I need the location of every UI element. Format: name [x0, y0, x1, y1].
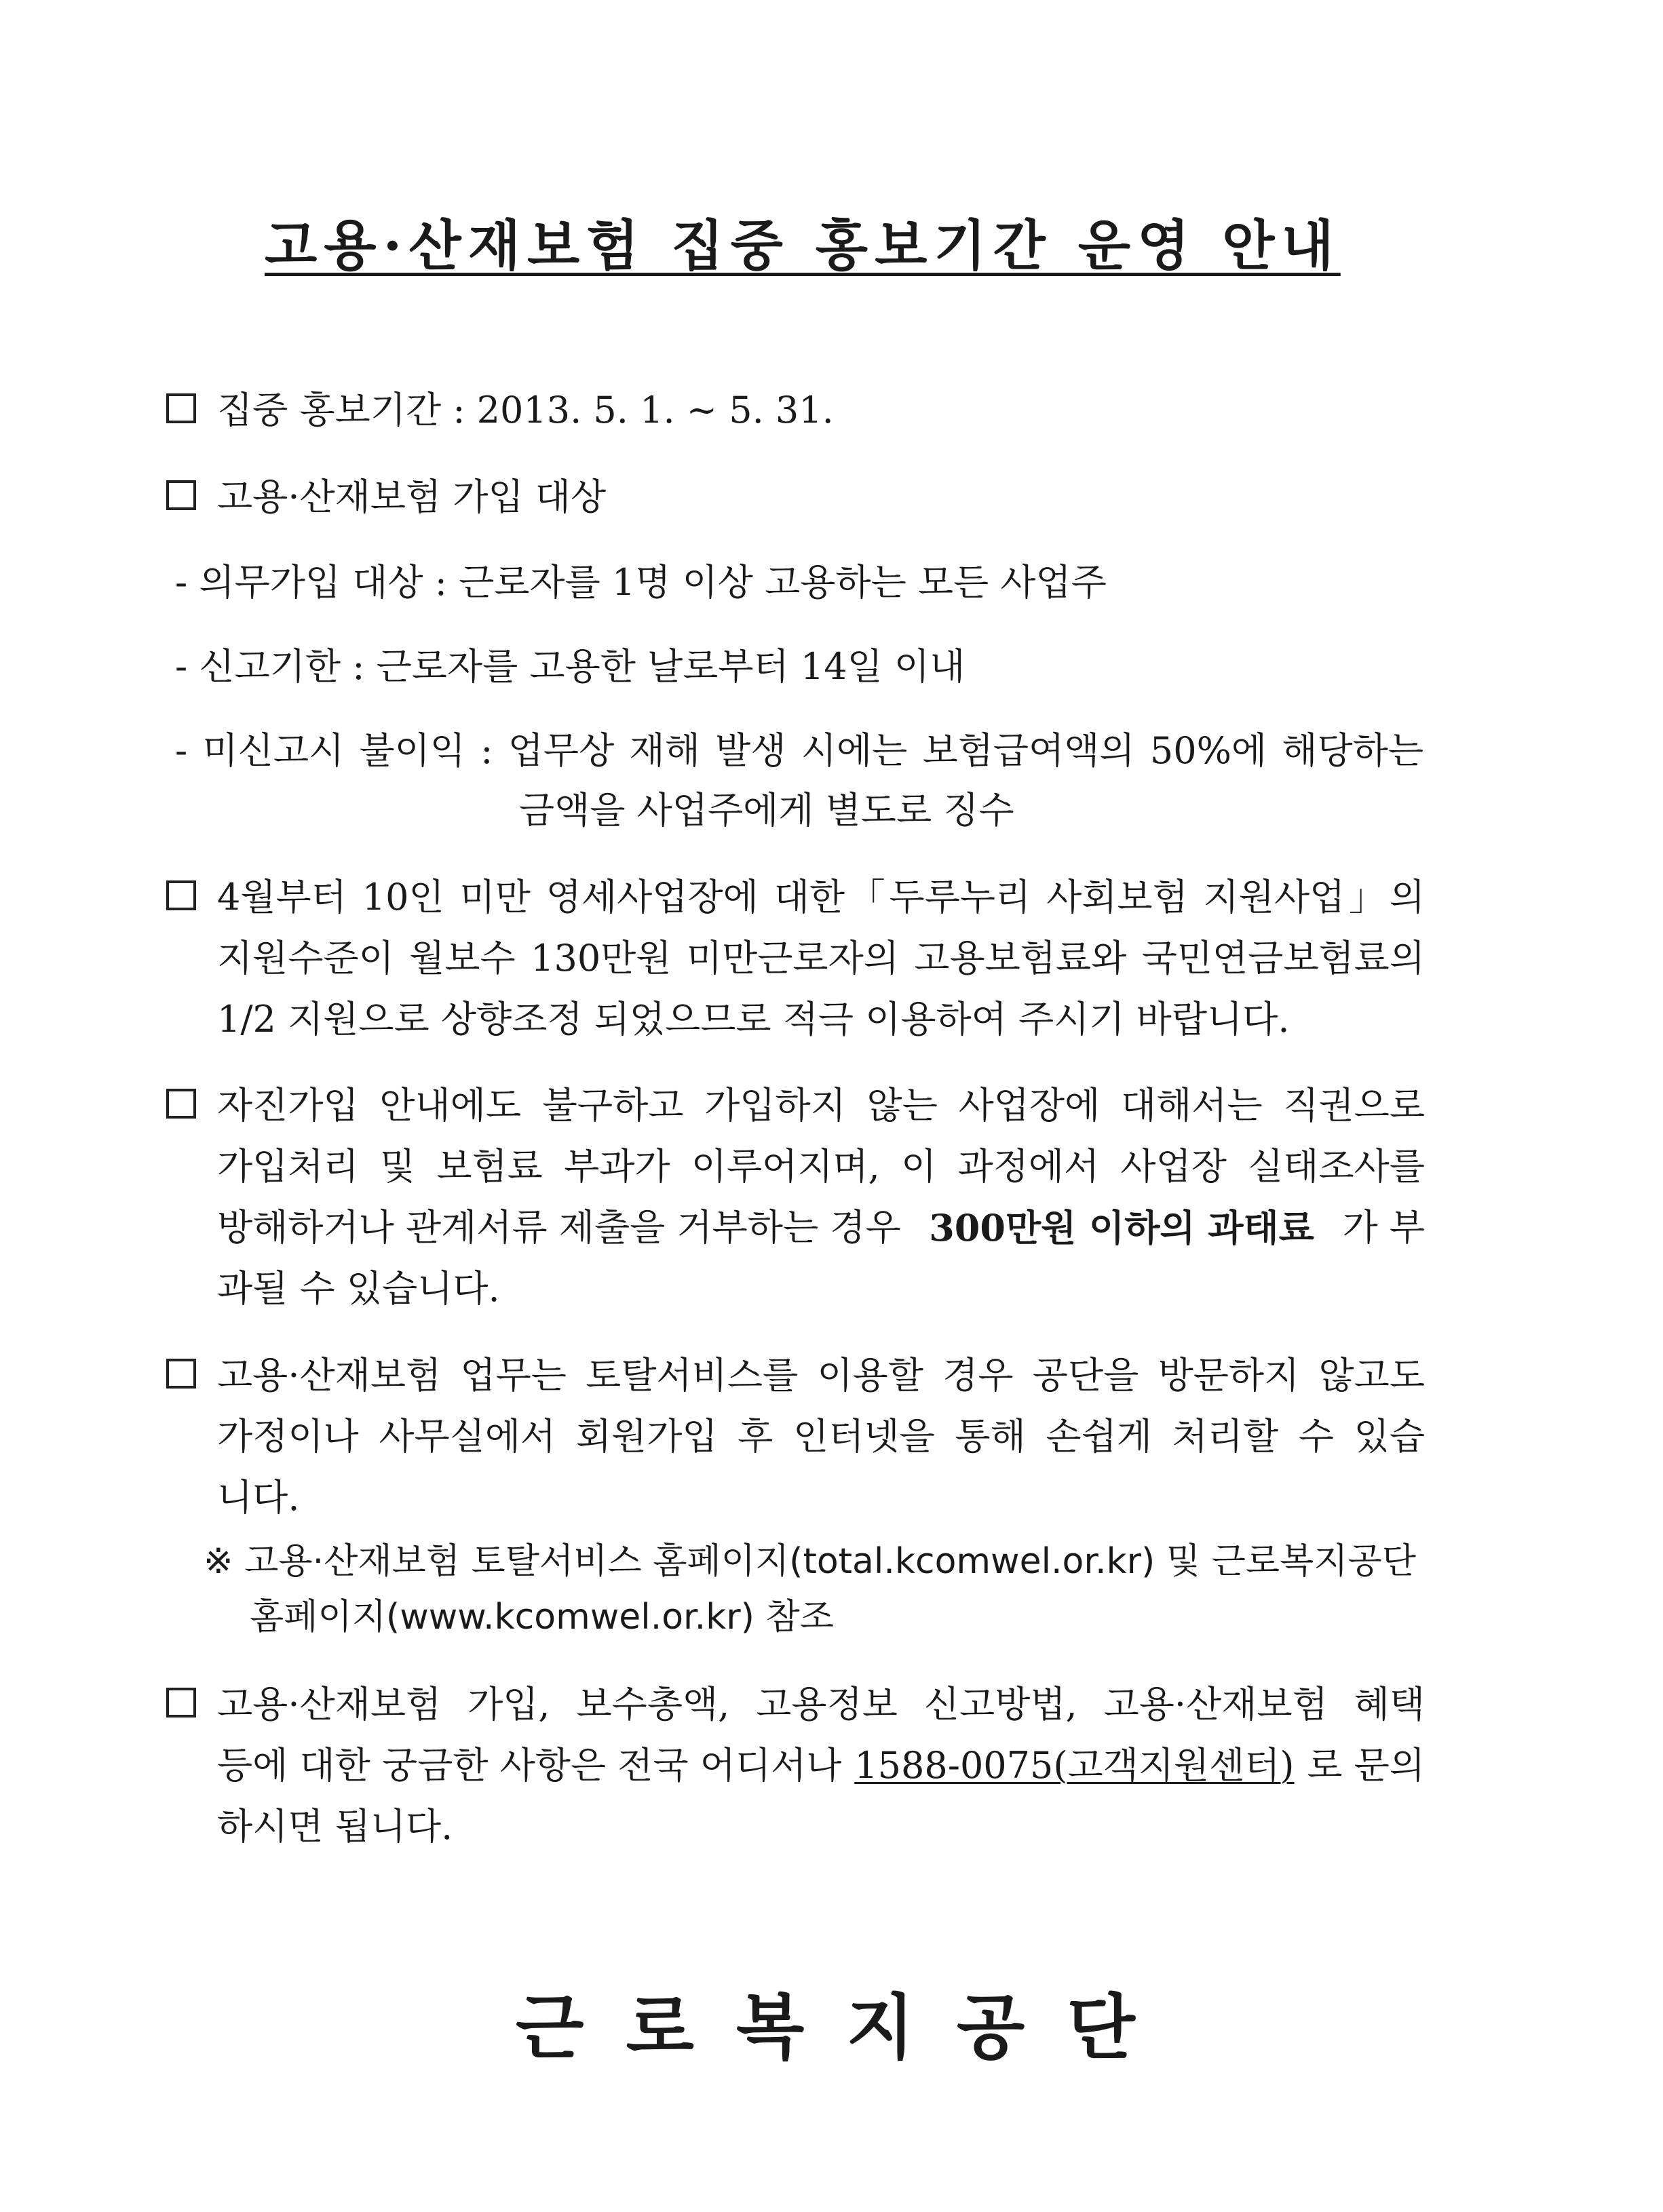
durunuri-line-3: 1/2 지원으로 상향조정 되었으므로 적극 이용하여 주시기 바랍니다.: [217, 998, 1290, 1041]
eligibility-item-deadline: - 신고기한 : 근로자를 고용한 날로부터 14일 이내: [175, 645, 966, 688]
checkbox-icon: [166, 1089, 196, 1119]
reference-note: ※ 고용·산재보험 토탈서비스 홈페이지(total.kcomwel.or.kr) 및 근로복지공단: [204, 1541, 1416, 1582]
penalty-line-4: 과될 수 있습니다.: [217, 1267, 500, 1310]
online-line-2: 가정이나 사무실에서 회원가입 후 인터넷을 통해 손쉽게 처리할 수 있습: [217, 1415, 1425, 1458]
eligibility-item-penalty-cont: 금액을 사업주에게 별도로 징수: [519, 789, 1014, 832]
penalty-line-3: [217, 1206, 1425, 1249]
reference-note-cont: 홈페이지(www.kcomwel.or.kr) 참조: [250, 1597, 834, 1637]
contact-line-2: [217, 1744, 1425, 1787]
penalty-line-2: 가입처리 및 보험료 부과가 이루어지며, 이 과정에서 사업장 실태조사를: [217, 1145, 1425, 1188]
penalty-line-1: 자진가입 안내에도 불구하고 가입하지 않는 사업장에 대해서는 직권으로: [217, 1084, 1425, 1127]
page-title: 고용·산재보험 집중 홍보기간 운영 안내: [265, 214, 1341, 277]
checkbox-icon: [166, 393, 196, 423]
period-text: 집중 홍보기간 : 2013. 5. 1. ~ 5. 31.: [217, 389, 834, 431]
eligibility-item-mandatory: - 의무가입 대상 : 근로자를 1명 이상 고용하는 모든 사업주: [175, 561, 1107, 604]
eligibility-heading: 고용·산재보험 가입 대상: [217, 476, 607, 518]
contact-line-2-end: 로 문의: [1307, 1744, 1425, 1787]
contact-line-2-text: 등에 대한 궁금한 사항은 전국 어디서나: [217, 1744, 842, 1787]
penalty-line-3-end: 가 부: [1342, 1206, 1425, 1249]
organization-name: 근로복지공단: [516, 1985, 1177, 2069]
eligibility-item-penalty: - 미신고시 불이익 : 업무상 재해 발생 시에는 보험급여액의 50%에 해당하는: [175, 729, 1423, 772]
checkbox-icon: [166, 1359, 196, 1389]
contact-line-1: 고용·산재보험 가입, 보수총액, 고용정보 신고방법, 고용·산재보험 혜택: [217, 1683, 1425, 1726]
online-line-1: 고용·산재보험 업무는 토탈서비스를 이용할 경우 공단을 방문하지 않고도: [217, 1354, 1425, 1397]
contact-phone: 1588-0075(고객지원센터): [854, 1744, 1295, 1787]
penalty-fine-amount: 300만원 이하의 과태료: [929, 1206, 1314, 1249]
contact-line-3: 하시면 됩니다.: [217, 1805, 453, 1848]
checkbox-icon: [166, 480, 196, 510]
checkbox-icon: [166, 880, 196, 910]
durunuri-line-1: 4월부터 10인 미만 영세사업장에 대한「두루누리 사회보험 지원사업」의: [217, 876, 1425, 918]
durunuri-line-2: 지원수준이 월보수 130만원 미만근로자의 고용보험료와 국민연금보험료의: [217, 937, 1425, 979]
online-line-3: 니다.: [217, 1476, 300, 1519]
checkbox-icon: [166, 1688, 196, 1718]
penalty-line-3-text: 방해하거나 관계서류 제출을 거부하는 경우: [217, 1206, 901, 1249]
